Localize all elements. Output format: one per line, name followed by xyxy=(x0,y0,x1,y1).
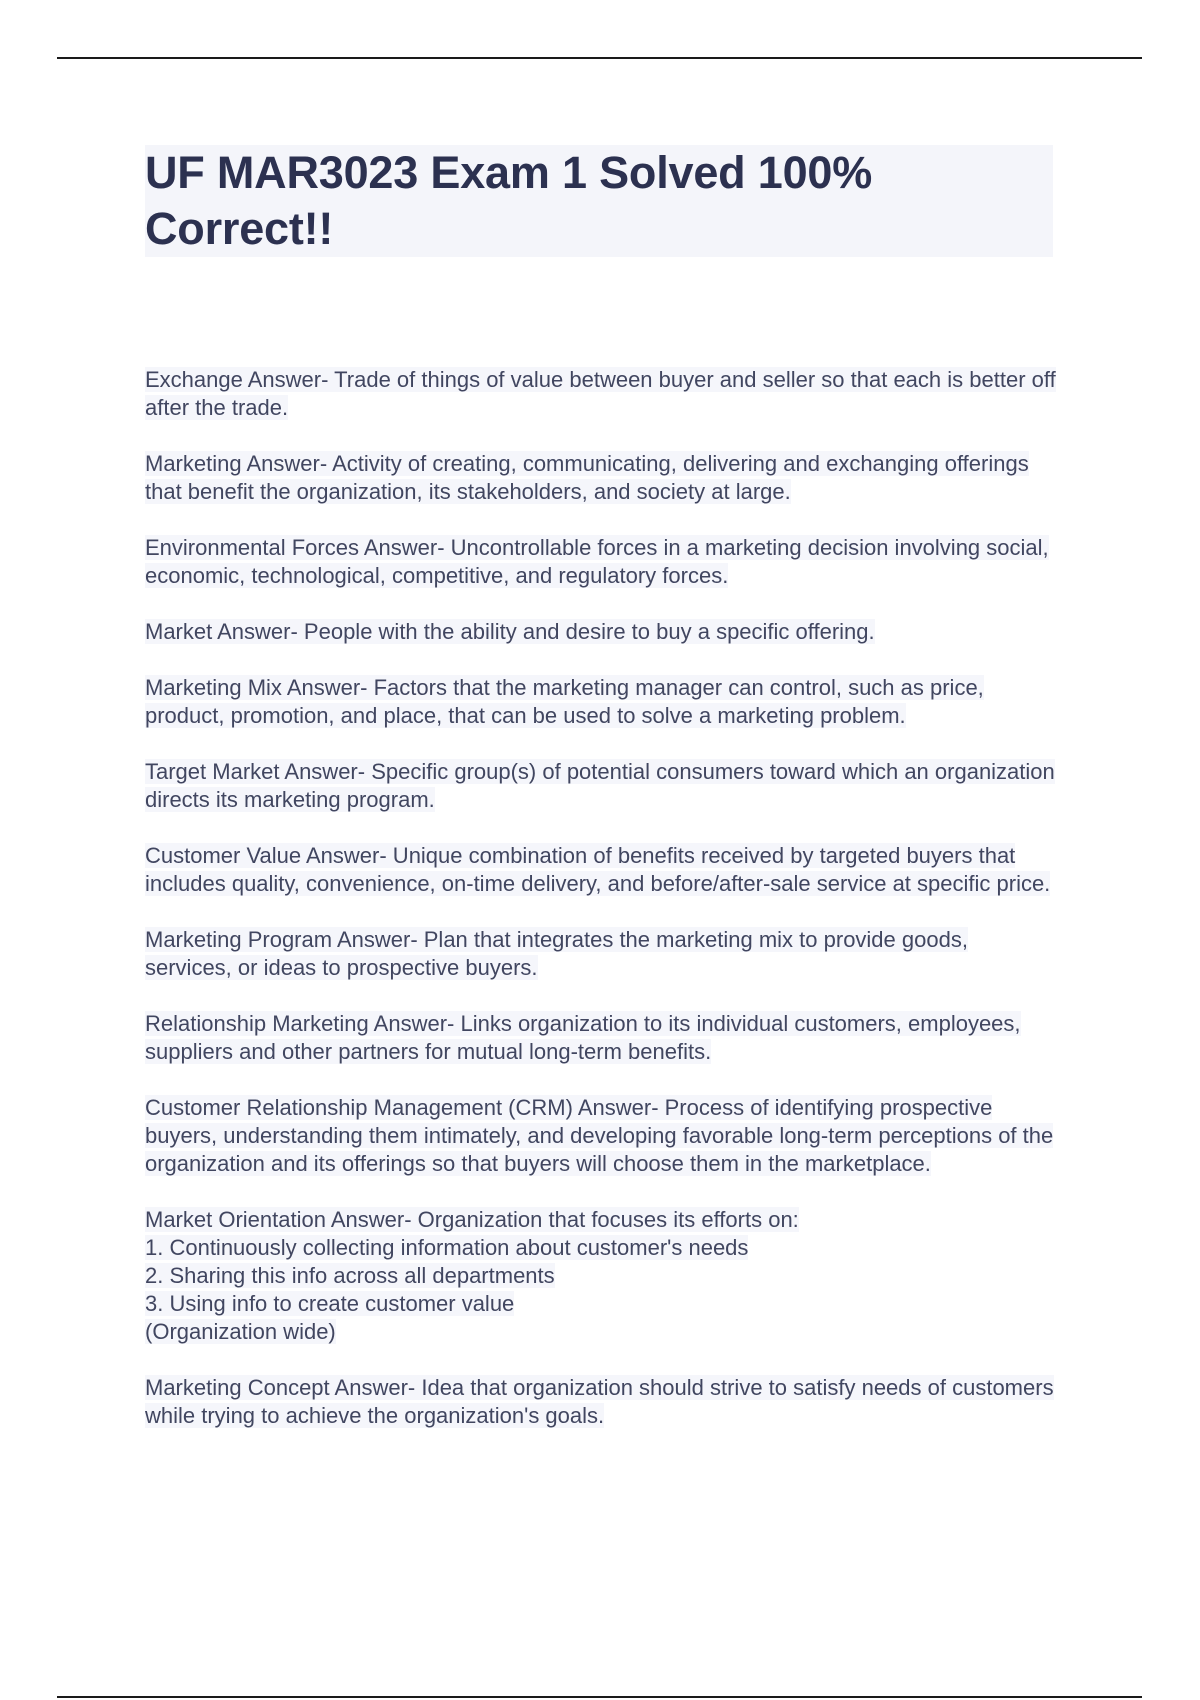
qa-text: Marketing Program Answer- Plan that integrates the marketing mix to provide goods, services, or ideas to prospective buyers. xyxy=(145,927,968,980)
page-title: UF MAR3023 Exam 1 Solved 100% Correct!! xyxy=(145,147,873,254)
qa-text: Customer Relationship Management (CRM) Answer- Process of identifying prospective buyers, understanding them intimately, and developing favorable long-term perceptions of the organization and its offerings so that buyers will choose them in the marketplace. xyxy=(145,1095,1054,1176)
qa-text: Marketing Answer- Activity of creating, communicating, delivering and exchanging offerings that benefit the organization, its stakeholders, and society at large. xyxy=(145,451,1029,504)
qa-item-marketing-concept xyxy=(145,1374,1057,1430)
qa-item-target-market xyxy=(145,758,1057,814)
qa-text: Exchange Answer- Trade of things of value between buyer and seller so that each is better off after the trade. xyxy=(145,367,1056,420)
qa-item-market xyxy=(145,618,1057,646)
qa-text: Customer Value Answer- Unique combination of benefits received by targeted buyers that includes quality, convenience, on-time delivery, and before/after-sale service at specific price. xyxy=(145,843,1051,896)
qa-item-relationship-marketing xyxy=(145,1010,1057,1066)
qa-item-market-orientation xyxy=(145,1206,1057,1346)
qa-item-crm xyxy=(145,1094,1057,1178)
qa-text: Marketing Mix Answer- Factors that the marketing manager can control, such as price, product, promotion, and place, that can be used to solve a marketing problem. xyxy=(145,675,984,728)
qa-item-marketing xyxy=(145,450,1057,506)
qa-item-marketing-mix xyxy=(145,674,1057,730)
title-block xyxy=(145,145,1053,257)
qa-item-customer-value xyxy=(145,842,1057,898)
qa-text: Market Orientation Answer- Organization that focuses its efforts on: 1. Continuously collecting information about customer's needs 2. Sharing this info across all departments 3. Using info to create customer value (Organization wide) xyxy=(145,1207,799,1344)
qa-list xyxy=(145,366,1057,1458)
qa-text: Environmental Forces Answer- Uncontrollable forces in a marketing decision involving social, economic, technological, competitive, and regulatory forces. xyxy=(145,535,1049,588)
qa-text: Relationship Marketing Answer- Links organization to its individual customers, employees, suppliers and other partners for mutual long-term benefits. xyxy=(145,1011,1021,1064)
qa-item-marketing-program xyxy=(145,926,1057,982)
top-divider xyxy=(57,57,1142,59)
qa-text: Marketing Concept Answer- Idea that organization should strive to satisfy needs of customers while trying to achieve the organization's goals. xyxy=(145,1375,1054,1428)
qa-item-environmental-forces xyxy=(145,534,1057,590)
qa-text: Target Market Answer- Specific group(s) of potential consumers toward which an organization directs its marketing program. xyxy=(145,759,1055,812)
qa-item-exchange xyxy=(145,366,1057,422)
qa-text: Market Answer- People with the ability and desire to buy a specific offering. xyxy=(145,619,875,644)
bottom-divider xyxy=(57,1696,1142,1698)
